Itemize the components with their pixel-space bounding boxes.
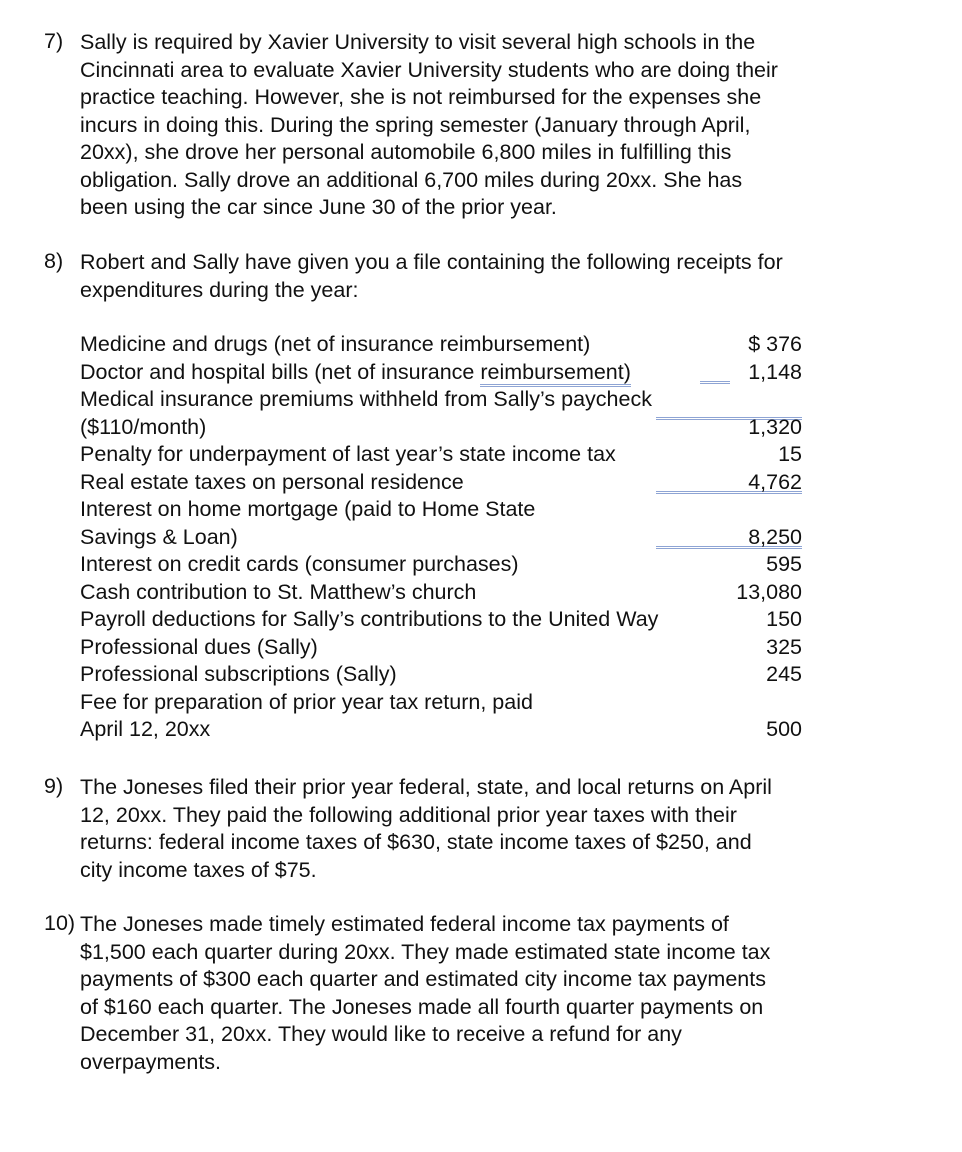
item-9-number: 9) [44, 774, 64, 798]
item-8-text [80, 249, 924, 304]
expense-amount: 13,080 [736, 579, 802, 604]
expense-desc: Savings & Loan) [80, 524, 238, 549]
expense-row [80, 661, 802, 689]
item-9-line: returns: federal income taxes of $630, state income taxes of $250, and [80, 830, 752, 854]
item-7 [44, 29, 924, 222]
expense-desc: Medicine and drugs (net of insurance reimbursement) [80, 332, 591, 356]
item-10-number: 10) [44, 911, 76, 935]
expense-desc: Fee for preparation of prior year tax return, paid [80, 689, 533, 714]
item-7-line: Sally is required by Xavier University to visit several high schools in the [80, 30, 756, 54]
item-7-line: incurs in doing this. During the spring semester (January through April, [80, 112, 751, 137]
expense-row [80, 524, 802, 552]
item-9-line: 12, 20xx. They paid the following additional prior year taxes with their [80, 802, 737, 827]
expense-amount: 595 [766, 552, 802, 576]
expense-row [80, 716, 802, 744]
expense-amount: 1,148 [748, 359, 802, 384]
item-9-line: city income taxes of $75. [80, 857, 317, 882]
proofing-mark: reimbursement) [480, 360, 631, 387]
item-8-line: Robert and Sally have given you a file containing the following receipts for [80, 250, 783, 274]
item-7-text [80, 29, 924, 222]
expense-amount: 4,762 [748, 469, 802, 494]
expense-amount: $ 376 [748, 332, 802, 356]
expense-amount: 1,320 [748, 414, 802, 439]
item-9 [44, 774, 924, 884]
expense-amount: 15 [778, 442, 802, 466]
expense-desc: Professional dues (Sally) [80, 634, 318, 659]
expense-row [80, 331, 802, 359]
expense-desc: April 12, 20xx [80, 717, 211, 741]
item-7-number: 7) [44, 29, 64, 53]
item-10-line: The Joneses made timely estimated federal income tax payments of [80, 912, 729, 936]
item-10-line: of $160 each quarter. The Joneses made all fourth quarter payments on [80, 994, 764, 1019]
expense-desc: Real estate taxes on personal residence [80, 469, 464, 494]
item-7-line: 20xx), she drove her personal automobile 6,800 miles in fulfilling this [80, 140, 732, 164]
item-10-text [80, 911, 924, 1076]
expense-row [80, 551, 802, 579]
item-7-line: obligation. Sally drove an additional 6,700 miles during 20xx. She has [80, 167, 743, 192]
item-9-text [80, 774, 924, 884]
expense-amount: 150 [766, 607, 802, 631]
expense-desc: Payroll deductions for Sally’s contributions to the United Way [80, 607, 659, 631]
expense-desc-part: Doctor and hospital bills (net of insurance [80, 359, 481, 384]
item-8-number: 8) [44, 249, 64, 273]
expense-amount: 8,250 [748, 524, 802, 549]
proofing-mark-line [700, 381, 730, 384]
item-7-line: been using the car since June 30 of the prior year. [80, 195, 557, 219]
expense-amount: 325 [766, 634, 802, 659]
expense-desc: Professional subscriptions (Sally) [80, 662, 397, 686]
expense-desc: ($110/month) [80, 414, 207, 439]
expense-row [80, 469, 802, 497]
item-7-line: practice teaching. However, she is not reimbursed for the expenses she [80, 85, 762, 109]
expense-desc: Interest on home mortgage (paid to Home State [80, 497, 536, 521]
expense-desc [80, 359, 631, 387]
expense-row [80, 634, 802, 662]
item-8-line: expenditures during the year: [80, 277, 359, 302]
expense-row [80, 414, 802, 442]
expense-desc: Penalty for underpayment of last year’s state income tax [80, 442, 616, 466]
expense-row [80, 579, 802, 607]
expense-row [80, 496, 802, 524]
expense-desc: Interest on credit cards (consumer purchases) [80, 552, 519, 576]
item-8 [44, 249, 924, 304]
expense-row [80, 386, 802, 414]
item-10-line: overpayments. [80, 1049, 222, 1074]
expense-row [80, 441, 802, 469]
expense-amount: 500 [766, 717, 802, 741]
expense-desc: Medical insurance premiums withheld from Sally’s paycheck [80, 387, 652, 411]
expense-amount: 245 [766, 662, 802, 686]
item-10 [44, 911, 924, 1076]
expense-row [80, 689, 802, 717]
item-10-line: December 31, 20xx. They would like to receive a refund for any [80, 1022, 682, 1046]
item-10-line: payments of $300 each quarter and estimated city income tax payments [80, 967, 766, 991]
item-7-line: Cincinnati area to evaluate Xavier University students who are doing their [80, 57, 778, 82]
expense-desc: Cash contribution to St. Matthew’s church [80, 579, 477, 604]
expense-row [80, 606, 802, 634]
item-9-line: The Joneses filed their prior year federal, state, and local returns on April [80, 775, 772, 799]
expense-table [80, 331, 802, 744]
expense-row [80, 359, 802, 387]
item-10-line: $1,500 each quarter during 20xx. They made estimated state income tax [80, 939, 771, 964]
